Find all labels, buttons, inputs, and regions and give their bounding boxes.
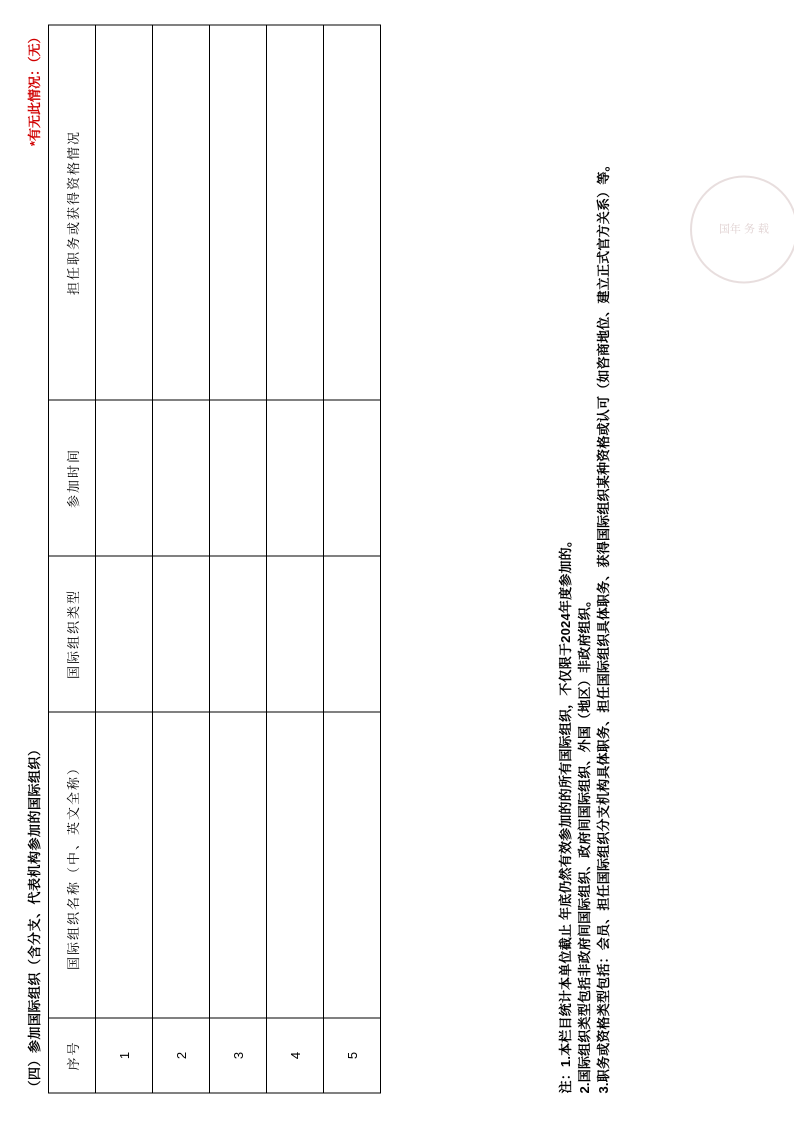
footnote-2: 2.国际组织类型包括非政府间国际组织、政府间国际组织、外国（地区）非政府组织。 <box>577 593 592 1093</box>
column-header-join-time: 参加时间 <box>49 400 96 556</box>
column-header-index: 序号 <box>49 1018 96 1093</box>
table-row <box>267 25 324 1093</box>
cell-join-time[interactable] <box>96 400 153 556</box>
cell-join-time[interactable] <box>267 400 324 556</box>
cell-org-type[interactable] <box>153 556 210 712</box>
cell-join-time[interactable] <box>210 400 267 556</box>
cell-position-qualification[interactable] <box>210 25 267 400</box>
cell-org-name[interactable] <box>324 712 381 1018</box>
cell-org-type[interactable] <box>210 556 267 712</box>
footnotes <box>556 23 613 1093</box>
footnote-1: 注：1.本栏目统计本单位截止 年底仍然有效参加的的所有国际组织，不仅限于2024年度参加的。 <box>558 533 573 1093</box>
cell-org-type[interactable] <box>324 556 381 712</box>
column-header-org-name: 国际组织名称（中、英文全称） <box>49 712 96 1018</box>
column-header-position-qualification: 担任职务或获得资格情况 <box>49 25 96 400</box>
cell-org-name[interactable] <box>210 712 267 1018</box>
table-row <box>210 25 267 1093</box>
seal-watermark: 国年 务 载 <box>690 175 794 283</box>
cell-join-time[interactable] <box>324 400 381 556</box>
table-row <box>96 25 153 1093</box>
table-header-row <box>49 25 96 1093</box>
required-status-note: *有无此情况：（无） <box>27 30 42 146</box>
cell-org-name[interactable] <box>267 712 324 1018</box>
table-row <box>153 25 210 1093</box>
cell-org-type[interactable] <box>96 556 153 712</box>
cell-index: 3 <box>210 1018 267 1093</box>
cell-index: 2 <box>153 1018 210 1093</box>
cell-index: 1 <box>96 1018 153 1093</box>
cell-position-qualification[interactable] <box>324 25 381 400</box>
cell-org-name[interactable] <box>153 712 210 1018</box>
cell-index: 5 <box>324 1018 381 1093</box>
cell-join-time[interactable] <box>153 400 210 556</box>
cell-position-qualification[interactable] <box>267 25 324 400</box>
cell-org-name[interactable] <box>96 712 153 1018</box>
table-row <box>324 25 381 1093</box>
cell-position-qualification[interactable] <box>153 25 210 400</box>
column-header-org-type: 国际组织类型 <box>49 556 96 712</box>
cell-position-qualification[interactable] <box>96 25 153 400</box>
footnote-3: 3.职务或资格类型包括：会员、担任国际组织分支机构具体职务、担任国际组织具体职务、获得国际组织某种资格或认可（如咨商地位、建立正式官方关系）等。 <box>596 157 611 1093</box>
international-organizations-table <box>48 24 381 1093</box>
cell-index: 4 <box>267 1018 324 1093</box>
cell-org-type[interactable] <box>267 556 324 712</box>
page-title: （四）参加国际组织（含分支、代表机构参加的国际组织） <box>27 741 42 1093</box>
